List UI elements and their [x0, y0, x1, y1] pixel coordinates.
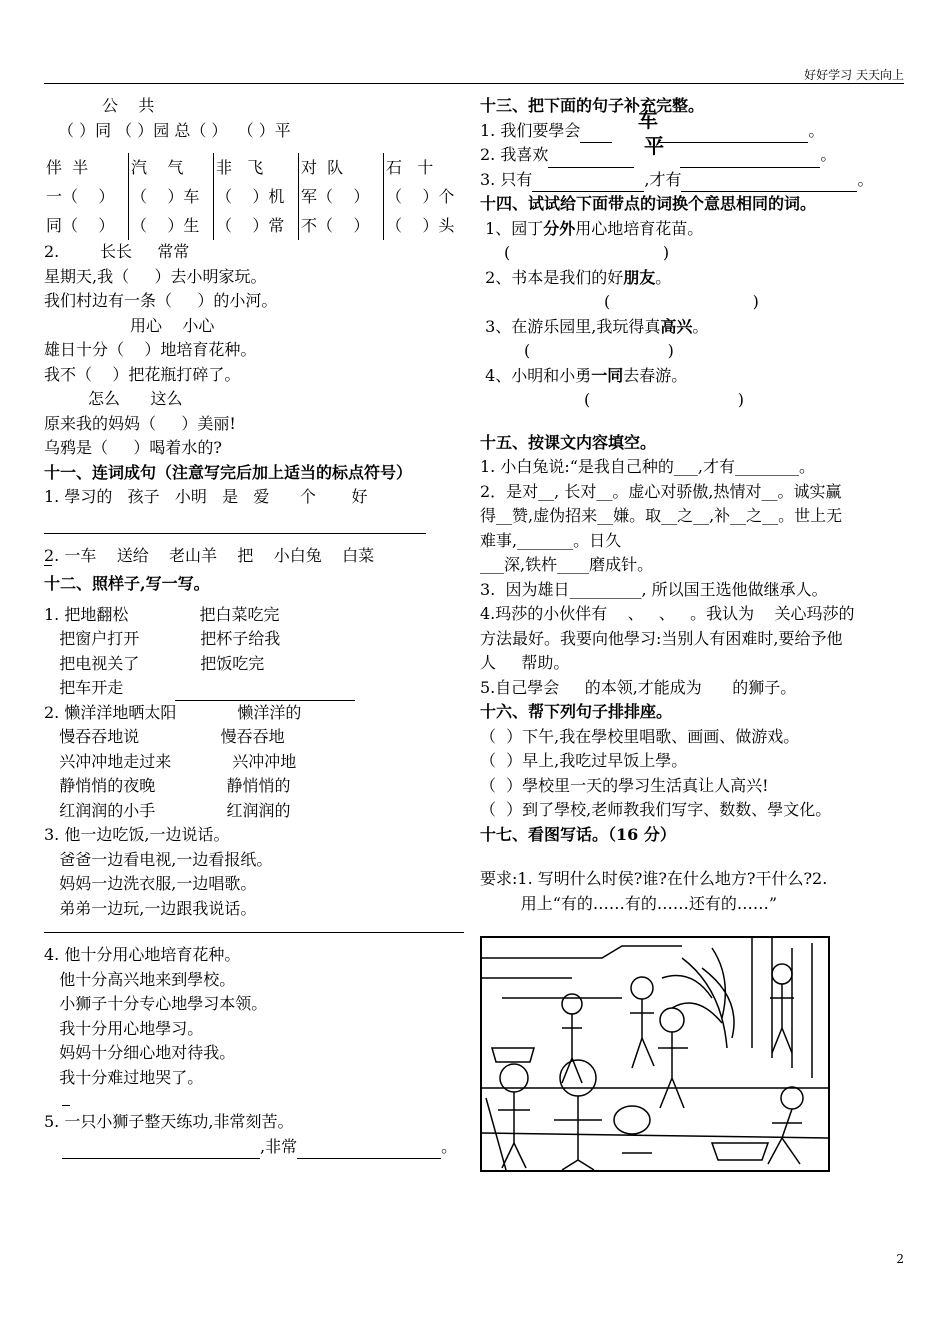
grid-cell: （ ）头	[386, 216, 455, 235]
pair2-title: 2. 长长 常常	[44, 242, 190, 261]
pair3-sentence-1: 雄日十分（ ）地培育花种。	[44, 340, 257, 359]
pair2-sentence-2: 我们村边有一条（ ）的小河。	[44, 291, 278, 310]
answer-blank	[532, 174, 644, 192]
sec13-line-1-end: 。	[808, 120, 825, 140]
section-16-title: 十六、帮下列句子排排座。	[480, 702, 673, 721]
section-11-q2: 2. 一车 送给 老山羊 把 小白兔 白菜	[44, 545, 375, 565]
sec15-line-8: 方法最好。我要向他學习:当别人有困难时,要给予他	[480, 628, 843, 648]
sec17-requirement-1: 要求:1. 写明什么时侯?谁?在什么地方?干什么?2.	[480, 869, 828, 888]
sec14-item-4	[480, 364, 910, 389]
q3-line-3: 妈妈一边洗衣服,一边唱歌。	[44, 874, 257, 893]
answer-blank	[548, 150, 634, 168]
answer-blank	[297, 1141, 441, 1159]
q3-line-2: 爸爸一边看电视,一边看报纸。	[44, 849, 273, 869]
answer-blank	[658, 125, 808, 143]
grid-cell: 军（ ）	[301, 187, 370, 206]
section-17-title: 十七、看图写话。（16 分）	[480, 824, 676, 844]
sec16-item-3: （ ）學校里一天的學习生活真让人高兴!	[480, 775, 769, 795]
q4-line-2: 他十分高兴地来到學校。	[44, 969, 236, 989]
sec15-line-3: 得__赞,虚伪招来__嫌。取__之__,补__之__。世上无	[480, 506, 843, 525]
sec13-line-1-text: 1. 我们要學会	[480, 120, 581, 140]
sec14-item-1-word: 分外	[543, 218, 576, 238]
sec13-line-1	[480, 119, 910, 144]
q1-line-4	[44, 676, 464, 701]
sec17-requirement-2: 用上“有的……有的……还有的……”	[480, 893, 778, 913]
sec13-line-2-end: 。	[820, 145, 837, 164]
answer-blank	[680, 150, 820, 168]
sec15-line-9: 人 帮助。	[480, 653, 570, 672]
grid-cell: 不（ ）	[301, 216, 370, 235]
q2-line-1: 2. 懒洋洋地晒太阳 懒洋洋的	[44, 702, 302, 722]
q2-line-5: 红润润的小手 红润润的	[44, 800, 291, 820]
q2-line-3: 兴冲冲地走过来 兴冲冲地	[44, 751, 297, 771]
sec13-line-3-end: 。	[857, 169, 874, 189]
q2-line-4: 静悄悄的夜晚 静悄悄的	[44, 776, 291, 795]
sec14-item-4-pre: 4、小明和小勇	[480, 365, 592, 385]
answer-blank	[62, 1141, 260, 1159]
sec14-item-3-word: 高兴	[660, 316, 693, 336]
page-number: 2	[896, 1252, 904, 1266]
grid-col-1	[44, 153, 128, 240]
grid-head: 汽 气	[131, 158, 184, 177]
sec14-item-2-word: 朋友	[623, 267, 656, 287]
fill-gong: （ ）同 （ ）园 总（ ） （ ）平	[58, 120, 291, 140]
grid-head: 非 飞	[216, 158, 264, 177]
sec14-paren-3: ( )	[524, 341, 674, 360]
pair2-sentence-1: 星期天,我（ ）去小明家玩。	[44, 266, 267, 286]
homophone-grid	[44, 153, 468, 240]
grid-cell: （ ）常	[216, 216, 285, 235]
picture-illustration	[480, 936, 830, 1172]
sec14-item-2-post: 。	[655, 267, 672, 287]
section-11-title: 十一、连词成句（注意写完后加上适当的标点符号）	[44, 462, 413, 482]
q1-line-3: 把电视关了 把饭吃完	[44, 653, 265, 673]
sec15-line-6: 3. 因为雄日_________, 所以国王选他做继承人。	[480, 579, 828, 599]
answer-blank	[681, 174, 857, 192]
sec13-line-3-text: 3. 只有	[480, 169, 533, 189]
q5-answer-end: 。	[441, 1136, 458, 1156]
sec16-item-1: （ ）下午,我在學校里唱歌、画画、做游戏。	[480, 726, 800, 746]
grid-cell: （ ）生	[131, 216, 200, 235]
answer-blank	[580, 125, 612, 143]
sec14-item-4-post: 去春游。	[623, 365, 688, 385]
sec15-line-5: ___深,铁杵____磨成针。	[480, 555, 654, 574]
sec16-item-4: （ ）到了學校,老师教我们写字、数数、學文化。	[480, 800, 832, 819]
right-column	[480, 94, 910, 1176]
sec14-item-1	[480, 217, 910, 242]
grid-cell: （ ）车	[131, 187, 200, 206]
header-rule	[44, 83, 904, 84]
section-15-title: 十五、按课文内容填空。	[480, 432, 657, 452]
grid-head: 石 十	[386, 158, 434, 177]
sec15-line-4: 难事,_______。日久	[480, 530, 622, 550]
q3-line-4: 弟弟一边玩,一边跟我说话。	[44, 898, 257, 918]
q1-line-4-text: 把车开走	[44, 678, 124, 697]
grid-head: 对 队	[301, 158, 344, 177]
sec13-line-3	[480, 168, 910, 193]
answer-line	[62, 1104, 70, 1106]
grid-cell: 一（ ）	[46, 187, 115, 206]
overlay-char-ping: 平	[644, 134, 664, 158]
pair4-title: 怎么 这么	[88, 389, 183, 408]
sec14-item-2-pre: 2、书本是我们的好	[480, 267, 624, 287]
grid-col-2	[128, 153, 213, 240]
section-11-q1: 1. 學习的 孩子 小明 是 爱 个 好	[44, 487, 368, 506]
sec14-item-1-pre: 1、园丁	[480, 218, 544, 238]
sec14-paren-2: ( )	[604, 292, 759, 311]
q2-line-2: 慢吞吞地说 慢吞吞地	[44, 727, 285, 746]
grid-cell: （ ）个	[386, 187, 455, 206]
sec14-item-4-word: 一同	[591, 365, 624, 385]
q4-line-1: 4. 他十分用心地培育花种。	[44, 945, 241, 964]
q5-answer-mid: ,非常	[260, 1136, 298, 1156]
q4-line-5: 妈妈十分细心地对待我。	[44, 1043, 236, 1062]
sec15-line-2: 2．是对__, 长对__。虚心对骄傲,热情对__。诚实赢	[480, 481, 842, 501]
q5-answer	[44, 1135, 464, 1160]
sec13-line-3-mid: ,才有	[644, 169, 682, 189]
sec14-paren-4: ( )	[584, 390, 744, 409]
sec15-line-7: 4.玛莎的小伙伴有 、 、 。我认为 关心玛莎的	[480, 604, 855, 623]
sec15-line-1: 1. 小白兔说:“是我自己种的___,才有________。	[480, 457, 816, 476]
pair4-sentence-1: 原来我的妈妈（ ）美丽!	[44, 413, 236, 433]
sec13-line-2	[480, 143, 910, 168]
sec14-item-3-pre: 3、在游乐园里,我玩得真	[480, 316, 661, 336]
word-pair-gong: 公 共	[102, 96, 155, 115]
sec14-paren-1: ( )	[504, 243, 670, 262]
q5-line-1: 5. 一只小狮子整天练功,非常刻苦。	[44, 1112, 294, 1131]
q4-line-4: 我十分用心地學习。	[44, 1018, 204, 1038]
answer-blank	[175, 683, 355, 701]
grid-head: 伴 半	[46, 158, 89, 177]
sec14-item-3	[480, 315, 910, 340]
section-12-title: 十二、照样子,写一写。	[44, 574, 210, 593]
sec14-item-2	[480, 266, 910, 291]
answer-line	[44, 931, 464, 933]
sec14-item-1-post: 用心地培育花苗。	[575, 218, 704, 238]
sec13-line-2-text: 2. 我喜欢	[480, 145, 549, 164]
q1-line-1: 1. 把地翻松 把白菜吃完	[44, 604, 280, 624]
left-column	[44, 94, 464, 1159]
grid-cell: （ ）机	[216, 187, 285, 206]
grid-col-3	[213, 153, 298, 240]
grid-cell: 同（ ）	[46, 216, 115, 235]
grid-col-4	[298, 153, 383, 240]
sec16-item-2: （ ）早上,我吃过早饭上學。	[480, 751, 688, 770]
sec15-line-10: 5.自己學会 的本领,才能成为 的狮子。	[480, 677, 797, 697]
q4-line-3: 小狮子十分专心地學习本领。	[44, 994, 268, 1013]
overlay-char-che: 车	[638, 108, 658, 132]
q1-line-2: 把窗户打开 把杯子给我	[44, 629, 281, 648]
q4-line-6: 我十分难过地哭了。	[44, 1067, 204, 1087]
sec14-item-3-post: 。	[692, 316, 709, 336]
answer-line	[44, 532, 426, 534]
pair3-title: 用心 小心	[130, 315, 215, 335]
header-motto: 好好学习 天天向上	[804, 68, 904, 82]
section-13-title: 十三、把下面的句子补充完整。	[480, 96, 705, 115]
pair4-sentence-2: 乌鸦是（ ）喝着水的?	[44, 438, 223, 457]
q3-line-1: 3. 他一边吃饭,一边说话。	[44, 825, 230, 844]
section-14-title: 十四、试试给下面带点的词换个意思相同的词。	[480, 194, 817, 213]
pair3-sentence-2: 我不（ ）把花瓶打碎了。	[44, 364, 241, 384]
grid-col-5	[383, 153, 468, 240]
